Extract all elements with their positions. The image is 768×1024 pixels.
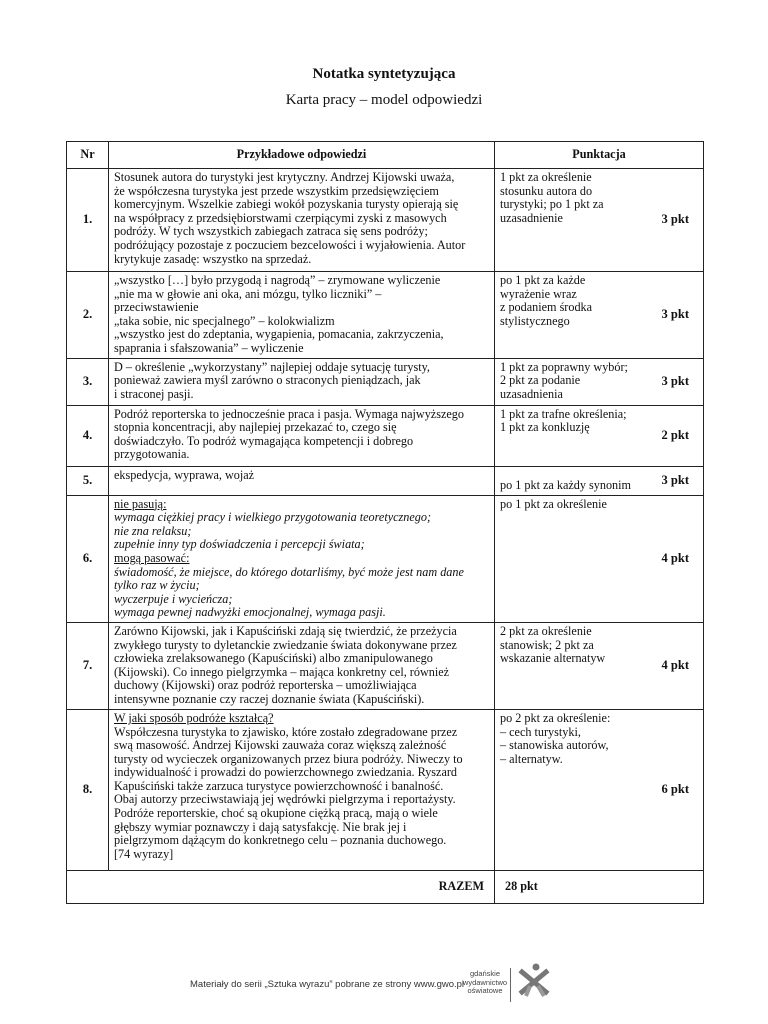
answer-line: zwykłego turysty to dyletanckie zwiedzanie świata dokonywane przez [114,637,457,652]
answer-line: stopnia koncentracji, aby najlepiej przekazać to, czego się [114,420,397,435]
answer-line: pielgrzymom dążącym do konkretnego celu – poznania duchowego. [114,833,447,848]
answer-line: ekspedycja, wyprawa, wojaż [114,467,255,482]
answer-line: i straconej pasji. [114,386,194,401]
row-number: 4. [67,405,109,466]
answer-line: ponieważ zawiera myśl zarówno o straconych pieniądzach, jak [114,373,421,388]
answer-line: człowieka zrelaksowanego (Kapuściński) albo zmanipulowanego [114,651,433,666]
scoring-line: 2 pkt za podanie [500,373,581,388]
table-row [67,358,704,405]
row-number: 3. [67,358,109,405]
scoring-line: – stanowiska autorów, [500,738,609,753]
answer-line: W jaki sposób podróże kształcą? [114,710,274,725]
answer-cell [109,272,495,359]
answer-line: Obaj autorzy przeciwstawiają jej wędrówki pielgrzyma i reportażysty. [114,792,456,807]
answer-cell [109,405,495,466]
footer-source-text: Materiały do serii „Sztuka wyrazu” pobrane ze strony www.gwo.pl [190,979,465,990]
answer-line: intensywne poznanie czy raczej doznanie świata (Kapuściński). [114,691,425,706]
total-label: RAZEM [67,870,495,903]
scoring-line: z podaniem środka [500,300,593,315]
table-row [67,622,704,709]
scoring-cell [495,169,645,272]
answer-line: „nie ma w głowie ani oka, ani mózgu, tylko liczniki” – [114,286,382,301]
column-header-scoring: Punktacja [495,142,704,169]
points-value: 3 pkt [645,466,704,495]
answer-cell [109,709,495,870]
scoring-line: – cech turystyki, [500,724,581,739]
row-number: 7. [67,622,109,709]
answer-line: indywidualność i prowadzi do powierzchownego zwiedzania. Ryszard [114,765,458,780]
answer-line: tylko raz w życiu; [114,578,200,593]
points-value: 6 pkt [645,709,704,870]
answer-line: spaprania i sfałszowania” – wyliczenie [114,340,304,355]
publisher-line: gdańskie [469,969,501,978]
table-row [67,466,704,495]
points-value: 3 pkt [645,358,704,405]
publisher-line: oświatowe [467,986,503,995]
answer-line: [74 wyrazy] [114,846,174,861]
scoring-line: – alternatyw. [500,751,563,766]
scoring-cell [495,622,645,709]
answer-line: przygotowania. [114,447,190,462]
answer-line: nie zna relaksu; [114,523,192,538]
points-value: 4 pkt [645,622,704,709]
page-subtitle: Karta pracy – model odpowiedzi [285,92,483,108]
answer-line: podróżujący pozostaje z poczuciem bezcelowości i wyjałowienia. Autor [114,237,466,252]
answer-line: (Kijowski). Co innego pielgrzymka – mająca konkretny cel, również [114,664,450,679]
answer-cell [109,495,495,622]
answer-cell [109,169,495,272]
answer-cell [109,358,495,405]
answer-line: doświadczyło. To podróż wymagająca kompetencji i dobrego [114,433,414,448]
scoring-cell [495,405,645,466]
total-row [67,870,704,903]
scoring-line: wskazanie alternatyw [500,651,606,666]
answer-line: turysty od wycieczek organizowanych przez biura podróży. Niweczy to [114,751,463,766]
answer-line: wyczerpuje i wycieńcza; [114,591,233,606]
scoring-line: stylistycznego [500,313,570,328]
scoring-line: stanowisk; 2 pkt za [500,637,594,652]
scoring-line: po 2 pkt za określenie: [500,710,611,725]
scoring-cell [495,358,645,405]
column-header-answers: Przykładowe odpowiedzi [109,142,495,169]
answer-line: Zarówno Kijowski, jak i Kapuściński zdają się twierdzić, że przeżycia [114,623,457,638]
answer-line: swą masowość. Andrzej Kijowski zauważa coraz większą zależność [114,738,447,753]
scoring-cell [495,709,645,870]
scoring-line: 1 pkt za poprawny wybór; [500,359,628,374]
scoring-cell [495,272,645,359]
scoring-line: stosunku autora do [500,183,593,198]
table-row [67,405,704,466]
scoring-line: po 1 pkt za każde [500,273,586,287]
points-value: 3 pkt [645,169,704,272]
scoring-line: uzasadnienia [500,386,563,401]
scoring-line: 1 pkt za konkluzję [500,420,590,435]
scoring-cell [495,466,645,495]
answer-line: przeciwstawienie [114,300,199,315]
answer-line: na współpracy z przedsiębiorstwami czerpiącymi zyski z masowych [114,210,447,225]
scoring-line: 1 pkt za trafne określenia; [500,406,627,421]
row-number: 6. [67,495,109,622]
answer-line: wymaga pewnej nadwyżki emocjonalnej, wymaga pasji. [114,605,386,620]
table-row [67,709,704,870]
column-header-nr: Nr [67,142,109,169]
answer-line: że współczesna turystyka jest przede wszystkim przedsięwzięciem [114,183,439,198]
row-number: 8. [67,709,109,870]
answer-line: „wszystko jest do zdeptania, wygapienia, pomacania, zakrzyczenia, [114,327,444,342]
answer-line: „wszystko […] było przygodą i nagrodą” – zrymowane wyliczenie [114,273,441,287]
points-value: 2 pkt [645,405,704,466]
answer-line: mogą pasować: [114,550,190,565]
answer-line: świadomość, że miejsce, do którego dotarliśmy, być może jest nam dane [114,564,464,579]
answer-line: komercyjnym. Wszelkie zabiegi wokół pozyskania turysty opierają się [114,197,459,212]
footer-divider [510,968,511,1002]
row-number: 1. [67,169,109,272]
answer-line: D – określenie „wykorzystany” najlepiej oddaje sytuację turysty, [114,359,430,374]
points-value: 3 pkt [645,272,704,359]
answer-cell [109,622,495,709]
answer-line: zupełnie inny typ doświadczenia i percepcji świata; [114,537,365,552]
scoring-line: 1 pkt za określenie [500,170,592,184]
scoring-line: po 1 pkt za określenie [500,496,607,511]
page-title: Notatka syntetyzująca [312,66,456,82]
answer-line: głębszy wymiar poznawczy i dają satysfakcję. Nie brak jej i [114,819,407,834]
points-value: 4 pkt [645,495,704,622]
scoring-line: 2 pkt za określenie [500,623,592,638]
answer-line: „taka sobie, nic specjalnego” – kolokwializm [114,313,335,328]
answer-line: Podróż reporterska to jednocześnie praca i pasja. Wymaga najwyższego [114,406,464,421]
answer-line: wymaga ciężkiej pracy i wielkiego przygotowania teoretycznego; [114,510,432,525]
total-value: 28 pkt [495,870,704,903]
scoring-line: po 1 pkt za każdy synonim [500,477,631,492]
gwo-logo-icon [516,962,552,998]
publisher-line: wydawnictwo [462,977,508,987]
scoring-line: wyrażenie wraz [500,286,577,301]
table-row [67,495,704,622]
answer-table [66,141,704,904]
table-row [67,272,704,359]
answer-line: Kapuściński także zarzuca turystyce powierzchowność i banalność. [114,778,444,793]
answer-line: Podróże reporterskie, choć są okupione ciężką pracą, mają o wiele [114,806,438,821]
row-number: 2. [67,272,109,359]
scoring-line: uzasadnienie [500,210,563,225]
table-row [67,169,704,272]
answer-line: Stosunek autora do turystyki jest krytyczny. Andrzej Kijowski uważa, [114,170,455,184]
answer-line: krytykuje zasadę: wszystko na sprzedaż. [114,251,312,266]
answer-cell [109,466,495,495]
scoring-cell [495,495,645,622]
row-number: 5. [67,466,109,495]
publisher-name [462,970,508,996]
answer-line: Współczesna turystyka to zjawisko, które zostało zdegradowane przez [114,724,458,739]
scoring-line: turystyki; po 1 pkt za [500,197,604,212]
answer-line: duchowy (Kijowski) oraz podróż reporterska – umożliwiająca [114,678,417,693]
answer-line: nie pasują: [114,496,167,511]
answer-line: podróży. W tych wszystkich zabiegach zatraca się sens podróży; [114,224,428,239]
